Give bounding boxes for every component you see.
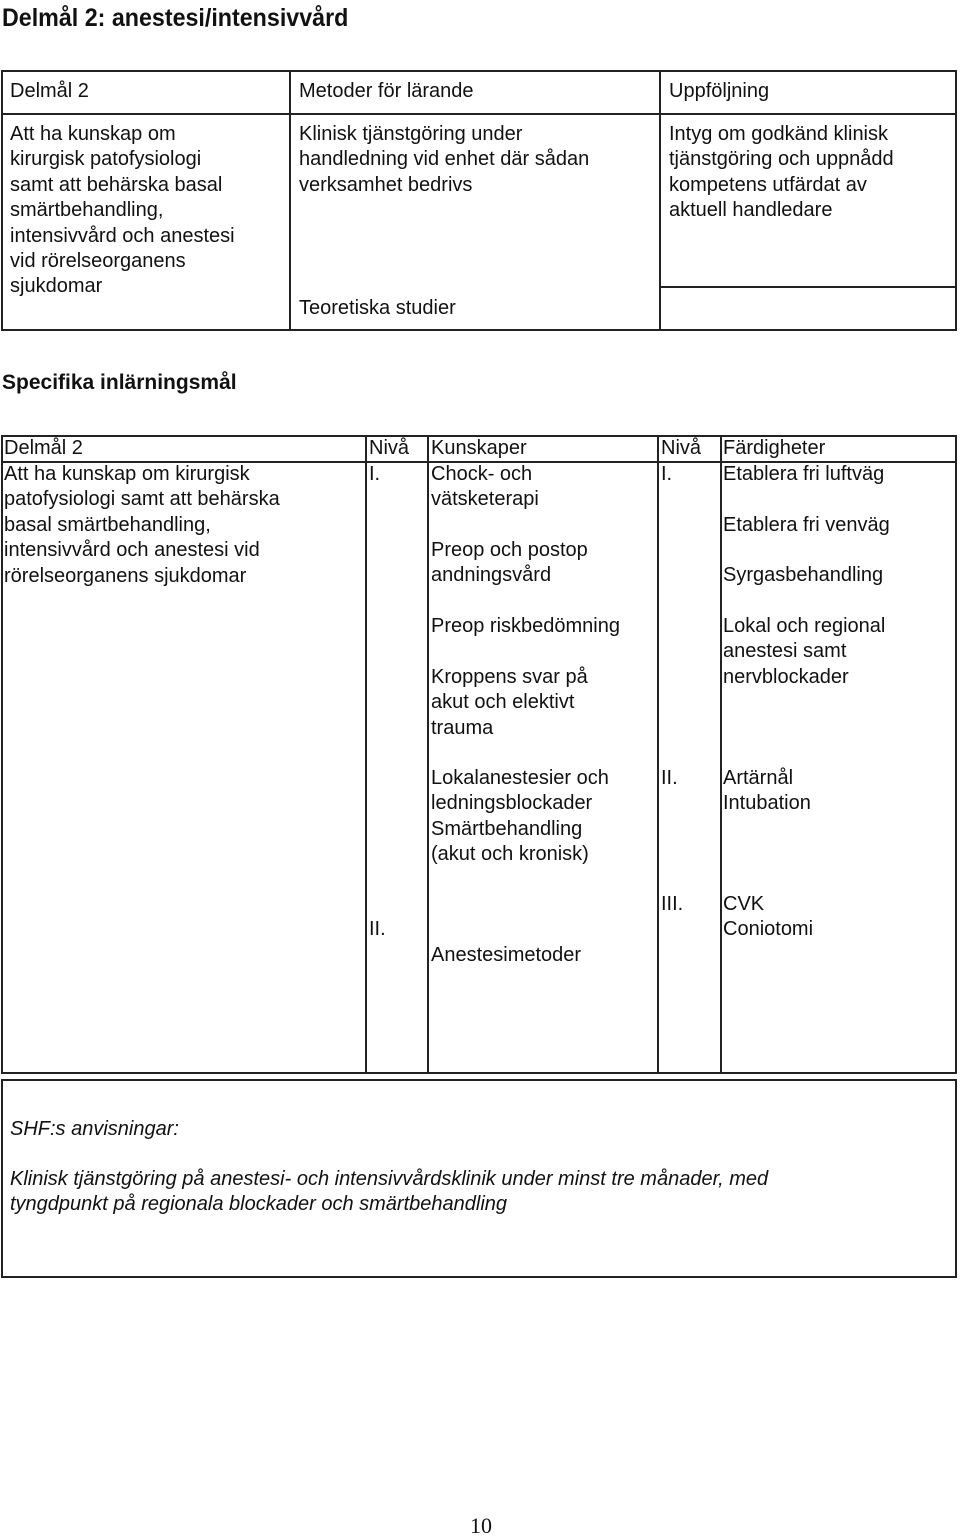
skill-item xyxy=(723,513,890,538)
skill-item xyxy=(723,614,885,690)
text-line: aktuell handledare xyxy=(669,199,833,222)
text-line: CVK xyxy=(723,893,765,915)
knowledge-item xyxy=(431,766,609,868)
knowledge-level: II. xyxy=(369,918,386,940)
goal-description xyxy=(4,462,280,589)
table-divider xyxy=(720,435,722,1074)
text-line: kompetens utfärdat av xyxy=(669,173,867,196)
text-line: Preop och postop xyxy=(431,539,588,561)
knowledge-level: I. xyxy=(369,463,381,485)
text-line: andningsvård xyxy=(431,564,552,587)
text-line: vid rörelseorganens xyxy=(10,250,186,273)
knowledge-item xyxy=(431,538,588,589)
text-line: smärtbehandling, xyxy=(10,199,164,222)
column-header-goal: Delmål 2 xyxy=(10,80,89,102)
skill-level: III. xyxy=(661,893,684,915)
text-line: anestesi samt xyxy=(723,640,847,663)
section-heading: Specifika inlärningsmål xyxy=(2,371,237,394)
text-line: Coniotomi xyxy=(723,918,814,941)
skill-item xyxy=(723,892,813,943)
text-line: (akut och kronisk) xyxy=(431,843,589,866)
method-theory: Teoretiska studier xyxy=(299,297,456,319)
text-line: samt att behärska basal xyxy=(10,173,223,196)
knowledge-item xyxy=(431,943,581,968)
table-divider xyxy=(657,435,659,1074)
method-clinical xyxy=(299,122,589,198)
text-line: Preop riskbedömning xyxy=(431,615,620,637)
text-line: Klinisk tjänstgöring på anestesi- och intensivvårdsklinik under minst tre månader, med xyxy=(10,1168,769,1190)
text-line: verksamhet bedrivs xyxy=(299,173,473,196)
text-line: Kroppens svar på xyxy=(431,666,588,688)
notes-text xyxy=(10,1167,768,1218)
skill-level: II. xyxy=(661,767,678,789)
text-line: Intyg om godkänd klinisk xyxy=(669,123,889,145)
text-line: tjänstgöring och uppnådd xyxy=(669,148,894,171)
skill-item xyxy=(723,462,884,487)
text-line: akut och elektivt xyxy=(431,691,575,714)
text-line: Syrgasbehandling xyxy=(723,564,884,586)
skill-item xyxy=(723,766,811,817)
text-line: Lokalanestesier och xyxy=(431,767,609,789)
text-line: trauma xyxy=(431,716,494,739)
text-line: patofysiologi samt att behärska xyxy=(4,488,280,511)
text-line: Klinisk tjänstgöring under xyxy=(299,123,523,145)
column-header-goal: Delmål 2 xyxy=(4,437,83,459)
text-line: Etablera fri luftväg xyxy=(723,463,885,485)
text-line: Att ha kunskap om xyxy=(10,123,176,145)
text-line: vätsketerapi xyxy=(431,488,539,511)
skill-item xyxy=(723,563,883,588)
page-title: Delmål 2: anestesi/intensivvård xyxy=(2,4,349,32)
table-divider xyxy=(289,70,291,331)
followup-description xyxy=(669,122,894,224)
column-header-knowledge: Kunskaper xyxy=(431,437,527,459)
text-line: ledningsblockader xyxy=(431,792,593,815)
skill-level: I. xyxy=(661,463,673,485)
knowledge-item xyxy=(431,462,539,513)
goal-description xyxy=(10,122,235,300)
text-line: kirurgisk patofysiologi xyxy=(10,148,202,171)
text-line: intensivvård och anestesi xyxy=(10,224,235,247)
page-number: 10 xyxy=(470,1513,492,1538)
notes-heading: SHF:s anvisningar: xyxy=(10,1118,179,1140)
column-header-level: Nivå xyxy=(369,437,410,459)
text-line: Smärtbehandling xyxy=(431,817,583,840)
text-line: Anestesimetoder xyxy=(431,944,582,966)
text-line: tyngdpunkt på regionala blockader och smärtbehandling xyxy=(10,1193,508,1216)
column-header-skills: Färdigheter xyxy=(723,437,826,459)
text-line: basal smärtbehandling, xyxy=(4,513,211,536)
table-divider xyxy=(427,435,429,1074)
text-line: Intubation xyxy=(723,792,811,815)
table-divider xyxy=(659,286,957,288)
knowledge-item xyxy=(431,614,620,639)
text-line: Chock- och xyxy=(431,463,533,485)
text-line: Etablera fri venväg xyxy=(723,514,890,536)
knowledge-item xyxy=(431,665,588,741)
table-divider xyxy=(365,435,367,1074)
text-line: nervblockader xyxy=(723,665,849,688)
table-divider xyxy=(659,70,661,331)
text-line: Lokal och regional xyxy=(723,615,886,637)
text-line: intensivvård och anestesi vid xyxy=(4,539,260,562)
column-header-followup: Uppföljning xyxy=(669,80,770,102)
text-line: Att ha kunskap om kirurgisk xyxy=(4,463,250,485)
text-line: rörelseorganens sjukdomar xyxy=(4,564,247,587)
column-header-methods: Metoder för lärande xyxy=(299,80,474,102)
column-header-level: Nivå xyxy=(661,437,702,459)
table-divider xyxy=(1,113,957,115)
text-line: sjukdomar xyxy=(10,275,103,298)
text-line: Artärnål xyxy=(723,767,794,789)
text-line: handledning vid enhet där sådan xyxy=(299,148,590,171)
